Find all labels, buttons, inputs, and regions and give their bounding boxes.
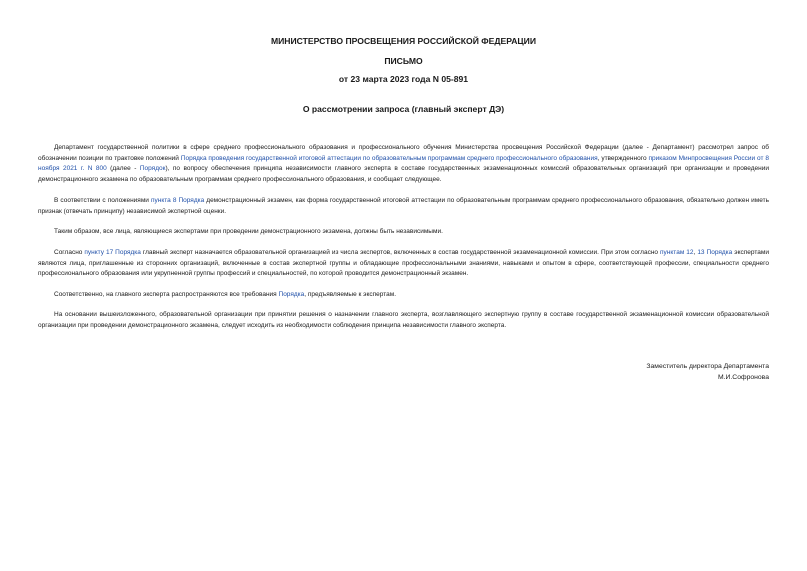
text: , предъявляемые к экспертам. xyxy=(304,291,397,298)
text: На основании вышеизложенного, образовательной организации при принятии решения о назначении главного эксперта, возглавляющего экспертную группу в составе государственной экзаменационной комиссии образовательной организации при проведении демонстрационного экзамена, следует исходить из необходимости соблюдения принципа независимости главного эксперта. xyxy=(38,311,769,329)
text: В соответствии с положениями xyxy=(54,197,151,204)
text: Согласно xyxy=(54,249,85,256)
signatory-name: М.И.Софронова xyxy=(717,374,769,381)
signature-block xyxy=(646,361,769,383)
link-poryadok[interactable]: Порядок xyxy=(139,165,166,173)
text: (далее - xyxy=(106,165,140,173)
link-punkt-8[interactable]: пункта 8 Порядка xyxy=(150,197,205,204)
text: главный эксперт назначается образовательной организацией из числа экспертов, включенных в состав государственной экзаменационной комиссии. При этом согласно xyxy=(140,249,661,256)
document-type: ПИСЬМО xyxy=(384,56,423,66)
paragraph-4 xyxy=(38,248,769,280)
link-punkt-12[interactable]: пунктам 12 xyxy=(660,249,694,256)
signatory-position: Заместитель директора Департамента xyxy=(646,363,769,370)
link-prikaz-800[interactable]: приказом Минпросвещения России от 8 ноября 2021 г. N 800 xyxy=(38,154,769,173)
paragraph-6 xyxy=(38,310,769,331)
paragraph-2 xyxy=(38,196,769,217)
link-punkt-17[interactable]: пункту 17 Порядка xyxy=(84,249,141,256)
link-punkt-13[interactable]: 13 Порядка xyxy=(697,249,733,256)
text: Департамент государственной политики в сфере среднего профессионального образования и профессионального обучения Министерства просвещения Российской Федерации (далее - Департамент) рассмотрел запрос об обозначении позиции по трактовке положений xyxy=(38,144,769,162)
text: , утвержденного xyxy=(597,154,649,162)
document-date-number: от 23 марта 2023 года N 05-891 xyxy=(338,74,469,84)
text: , xyxy=(693,249,698,256)
document-subject: О рассмотрении запроса (главный эксперт ДЭ) xyxy=(302,104,505,114)
link-poryadok-2[interactable]: Порядка xyxy=(278,291,305,298)
paragraph-5 xyxy=(38,290,769,301)
paragraph-1 xyxy=(38,143,769,185)
text: Соответственно, на главного эксперта распространяются все требования xyxy=(54,291,279,298)
ministry-heading: МИНИСТЕРСТВО ПРОСВЕЩЕНИЯ РОССИЙСКОЙ ФЕДЕРАЦИИ xyxy=(270,36,537,46)
text: экспертами являются лица, приглашенные из сторонних организаций, включенные в состав экспертной группы и обладающие профессиональными знаниями, навыками и опытом в сфере, соответствующей профессии, специальности среднего профессионального образования или укрупненной группы профессий и специальностей, по которой проводится демонстрационный экзамен. xyxy=(38,249,769,278)
paragraph-3 xyxy=(38,227,769,238)
text: Таким образом, все лица, являющиеся экспертами при проведении демонстрационного экзамена, должны быть независимыми. xyxy=(54,228,443,235)
text: ), по вопросу обеспечения принципа независимости главного эксперта в составе государственных экзаменационных комиссий образовательных организаций при организации и проведении демонстрационного экзамена по образовательным программам среднего профессионального образования, и сообщает следующее. xyxy=(38,165,769,183)
text: демонстрационный экзамен, как форма государственной итоговой аттестации по образовательным программам среднего профессионального образования, обязательно должен иметь признак (отвечать принципу) независимой экспертной оценки. xyxy=(38,197,770,215)
link-poryadok-full[interactable]: Порядка проведения государственной итоговой аттестации по образовательным программам среднего профессионального образования xyxy=(180,154,598,162)
